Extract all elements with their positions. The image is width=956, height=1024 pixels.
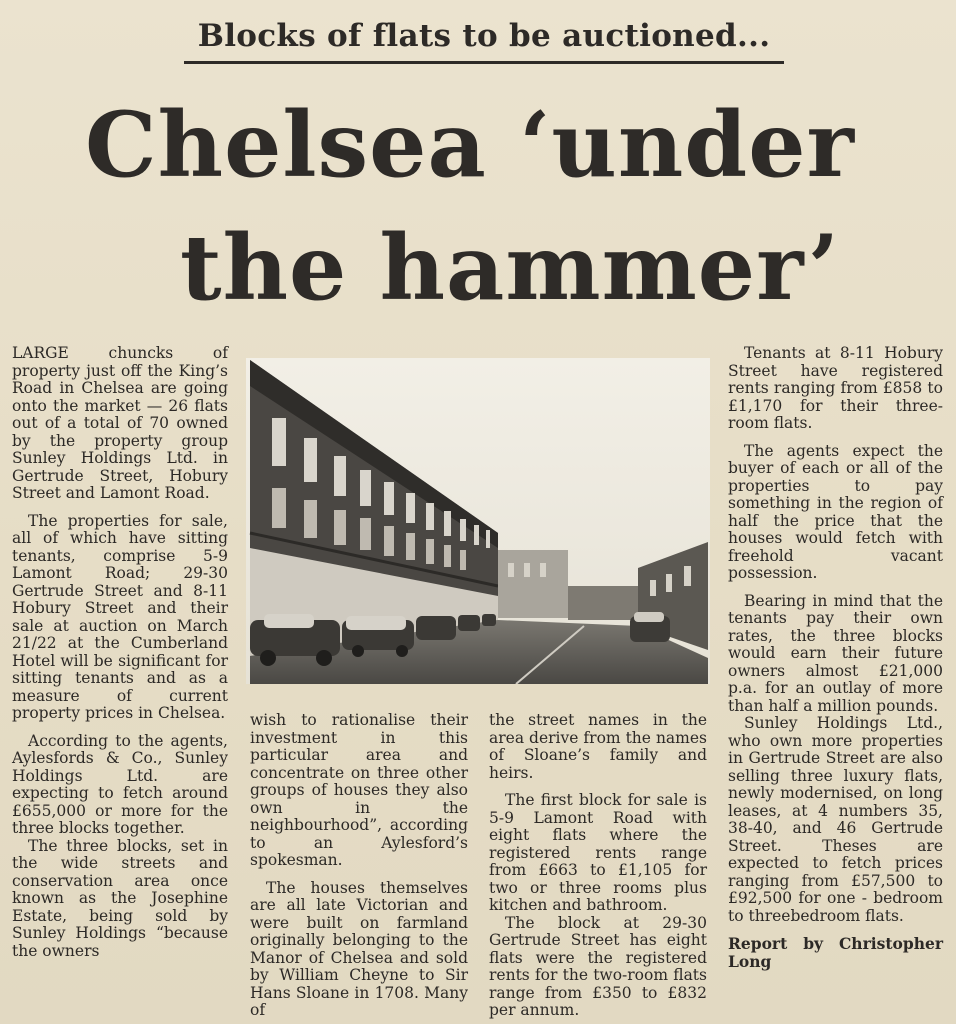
paragraph: According to the agents, Aylesfords & Co., Sunley Holdings Ltd. are expecting to fetch around £655,000 or more for the three blocks together. [12, 731, 228, 837]
paragraph: The three blocks, set in the wide streets and conservation area once known as the Josephine Estate, being sold by Sunley Holdings “because the owners [12, 836, 228, 960]
headline-line-2: the hammer’ [180, 215, 841, 321]
paragraph: Sunley Holdings Ltd., who own more properties in Gertrude Street are also selling three luxury flats, newly modernised, on long leases, at 4 numbers 35, 38-40, and 46 Gertrude Street. Theses are expected to fetch prices ranging from £57,500 to £92,500 for one - bedroom to threebedroom flats. [728, 714, 943, 925]
paragraph: The block at 29-30 Gertrude Street has eight flats were the registered rents for the two-room flats range from £350 to £832 per annum. [489, 913, 707, 1019]
article-column-3 [489, 712, 707, 1020]
paragraph: Bearing in mind that the tenants pay their own rates, the three blocks would earn their future owners almost £21,000 p.a. for an outlay of more than half a million pounds. [728, 591, 943, 715]
paragraph: The agents expect the buyer of each or all of the properties to pay something in the region of half the price that the houses would fetch with freehold vacant possession. [728, 441, 943, 582]
paragraph: The first block for sale is 5-9 Lamont Road with eight flats where the registered rents range from £663 to £1,105 for two or three rooms plus kitchen and bathroom. [489, 791, 707, 914]
headline-line-1: Chelsea ‘under [85, 92, 855, 198]
street-terrace-photo [246, 358, 710, 684]
paragraph: LARGE chuncks of property just off the King’s Road in Chelsea are going onto the market — 26 flats out of a total of 70 owned by the property group Sunley Holdings Ltd. in Gertrude Street, Hobury Street and Lamont Road. [12, 344, 228, 502]
paragraph: Tenants at 8-11 Hobury Street have registered rents ranging from £858 to £1,170 for their three-room flats. [728, 344, 943, 432]
article-column-1 [12, 345, 228, 960]
photo-illustration [246, 358, 710, 684]
kicker-headline: Blocks of flats to be auctioned... [197, 18, 771, 54]
paragraph: The houses themselves are all late Victorian and were built on farmland originally belonging to the Manor of Chelsea and sold by William Cheyne to Sir Hans Sloane in 1708. Many of [250, 878, 468, 1019]
article-column-4 [728, 345, 943, 970]
paragraph: the street names in the area derive from the names of Sloane’s family and heirs. [489, 711, 707, 782]
byline: Report by Christopher Long [728, 934, 943, 971]
article-column-2 [250, 712, 468, 1020]
kicker-underline [184, 61, 784, 64]
paragraph: wish to rationalise their investment in this particular area and concentrate on three other groups of houses they also own in the neighbourhood”, according to an Aylesford’s spokesman. [250, 711, 468, 869]
paragraph: The properties for sale, all of which have sitting tenants, comprise 5-9 Lamont Road; 29-30 Gertrude Street and 8-11 Hobury Street and their sale at auction on March 21/22 at the Cumberland Hotel will be significant for sitting tenants and as a measure of current property prices in Chelsea. [12, 511, 228, 722]
